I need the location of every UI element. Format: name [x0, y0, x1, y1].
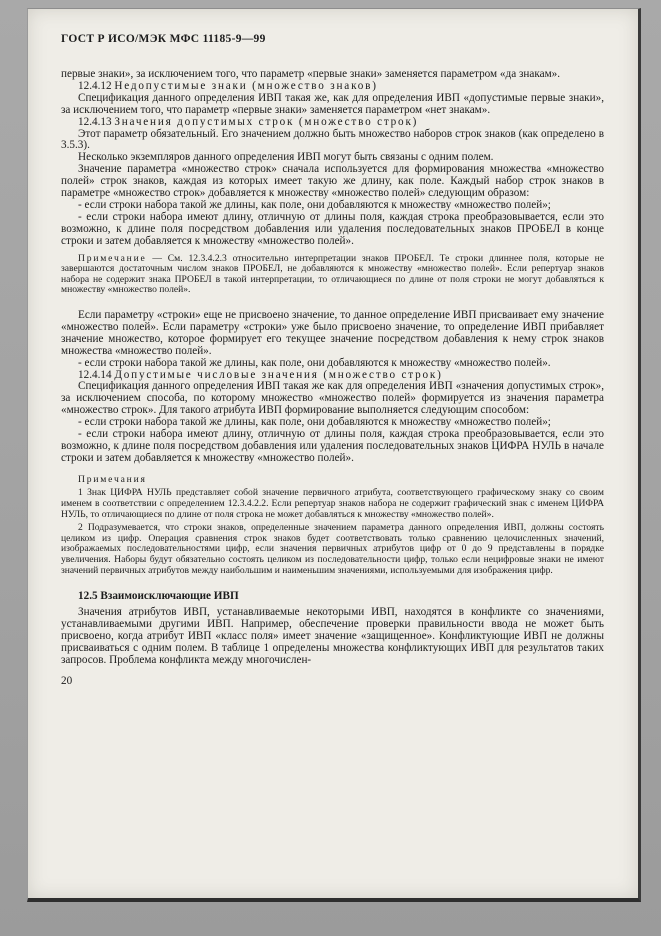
list-item: - если строки набора такой же длины, как поле, они добавляются к множеству «множество полей». [78, 356, 551, 369]
paragraph: Значения атрибутов ИВП, устанавливаемые некоторыми ИВП, находятся в конфликте со значениями, устанавливаемыми другими ИВП. Например, обеспечение проверки правильности ввода не может быть присвоено, когда атрибут ИВП «класс поля» имеет значение «защищенное». Конфликтующие ИВП не должны присваиваться с одним полем. В таблице 1 определены множества конфликтующих ИВП для результатов таких запросов. Проблема конфликта между многочислен- [61, 606, 604, 666]
text-column [61, 9, 604, 687]
paragraph: Спецификация данного определения ИВП такая же, как для определения ИВП «допустимые первые знаки», за исключением того, что параметр «первые знаки» заменяется параметром «нет знакам». [61, 91, 604, 116]
list-item: - если строки набора такой же длины, как поле, они добавляются к множеству «множество полей»; [78, 416, 551, 429]
section-heading-12-5 [61, 591, 604, 603]
paragraph: Этот параметр обязательный. Его значением должно быть множество наборов строк знаков (как определено в 3.5.3). [61, 127, 604, 152]
paragraph: Если параметру «строки» еще не присвоено значение, то данное определение ИВП присваивает ему значение «множество полей». Если параметру «строки» уже было присвоено значение, то определение ИВП прибавляет значение множество, которое формирует его текущее значение посредством добавления к нему строк знаков множества «множество полей». [61, 308, 604, 357]
paragraph: Значение параметра «множество строк» сначала используется для формирования множества «множество полей» строк знаков, каждая из которых имеет такую же длину, как поле. Каждый набор строк знаков в параметре «множество строк» добавляется к множеству «множество полей» следующим образом: [61, 163, 604, 200]
section-heading-12-4-13 [61, 117, 604, 129]
note-item-2: 2 Подразумевается, что строки знаков, определенные значением параметра данного определения ИВП, должны состоять целиком из цифр. Операция сравнения строк знаков будет соответствовать только сравнению целочисленных значений, изображаемых последовательностями цифр, если значения первичных атрибутов цифр от 0 до 9 представлены в порядке увеличения. Наборы будут обязательно состоять целиком из последовательности цифр, только если нецифровые знаки не имеют значений первичных атрибутов между наибольшим и наименьшим значениями, используемыми для изображения цифр. [61, 522, 604, 576]
document-body [61, 69, 604, 687]
paragraph: Спецификация данного определения ИВП такая же как для определения ИВП «значения допустимых строк», за исключением способа, по которому множество «множество полей» формируется из значения параметра «множество строк». Для такого атрибута ИВП формирование выполняется следующим способом: [61, 380, 604, 417]
section-number: 12.4.12 [78, 79, 112, 92]
section-title: Взаимоисключающие ИВП [100, 590, 239, 603]
page-number: 20 [61, 674, 73, 687]
list-item: - если строки набора такой же длины, как поле, они добавляются к множеству «множество полей»; [78, 198, 551, 211]
document-header: ГОСТ Р ИСО/МЭК МФС 11185-9—99 [61, 33, 266, 45]
notes-heading-label: Примечания [78, 473, 147, 485]
note [61, 254, 604, 296]
section-title: Недопустимые знаки (множество знаков) [114, 79, 378, 92]
paragraph-continuation: первые знаки», за исключением того, что параметр «первые знаки» заменяется параметром «да знакам». [61, 68, 561, 80]
section-number: 12.4.14 [78, 368, 112, 381]
section-number: 12.5 [78, 590, 98, 603]
paragraph: Несколько экземпляров данного определения ИВП могут быть связаны с одним полем. [78, 151, 494, 164]
list-item: - если строки набора имеют длину, отличную от длины поля, каждая строка преобразовывается, если это возможно, к длине поля посредством добавления или удаления последовательных знаков ЦИФРА НУЛЬ в начале строки и затем добавляется к множеству «множество полей». [61, 428, 604, 464]
note-item-1: 1 Знак ЦИФРА НУЛЬ представляет собой значение первичного атрибута, соответствующего графическому знаку со своим именем в соответствии с определением 12.3.4.2.2. Если репертуар знаков набора не содержит графический знак с именем ЦИФРА НУЛЬ, то отличающиеся по длине от поля строка не может добавляться к множеству «множество полей». [61, 487, 604, 520]
section-title: Допустимые числовые значения (множество строк) [114, 368, 443, 381]
notes-heading [61, 475, 604, 486]
section-number: 12.4.13 [78, 115, 112, 128]
document-page [27, 8, 641, 902]
note-text: — См. 12.3.4.2.3 относительно интерпретации знаков ПРОБЕЛ. Те строки длиннее поля, которые не завершаются достаточным числом знаков ПРОБЕЛ, не добавляются к множеству «множество полей». Если репертуар знаков набора не содержит знака ПРОБЕЛ в такой интерпретации, то отличающиеся по длине от поля строки не могут добавляться к множеству «множество полей». [61, 252, 604, 296]
section-title: Значения допустимых строк (множество строк) [114, 115, 419, 128]
note-label: Примечание [78, 252, 147, 264]
list-item: - если строки набора имеют длину, отличную от длины поля, каждая строка преобразовывается, если это возможно, к длине поля посредством добавления или удаления последовательных знаков ПРОБЕЛ в конце строки и затем добавляется к множеству «множество полей». [61, 210, 604, 247]
